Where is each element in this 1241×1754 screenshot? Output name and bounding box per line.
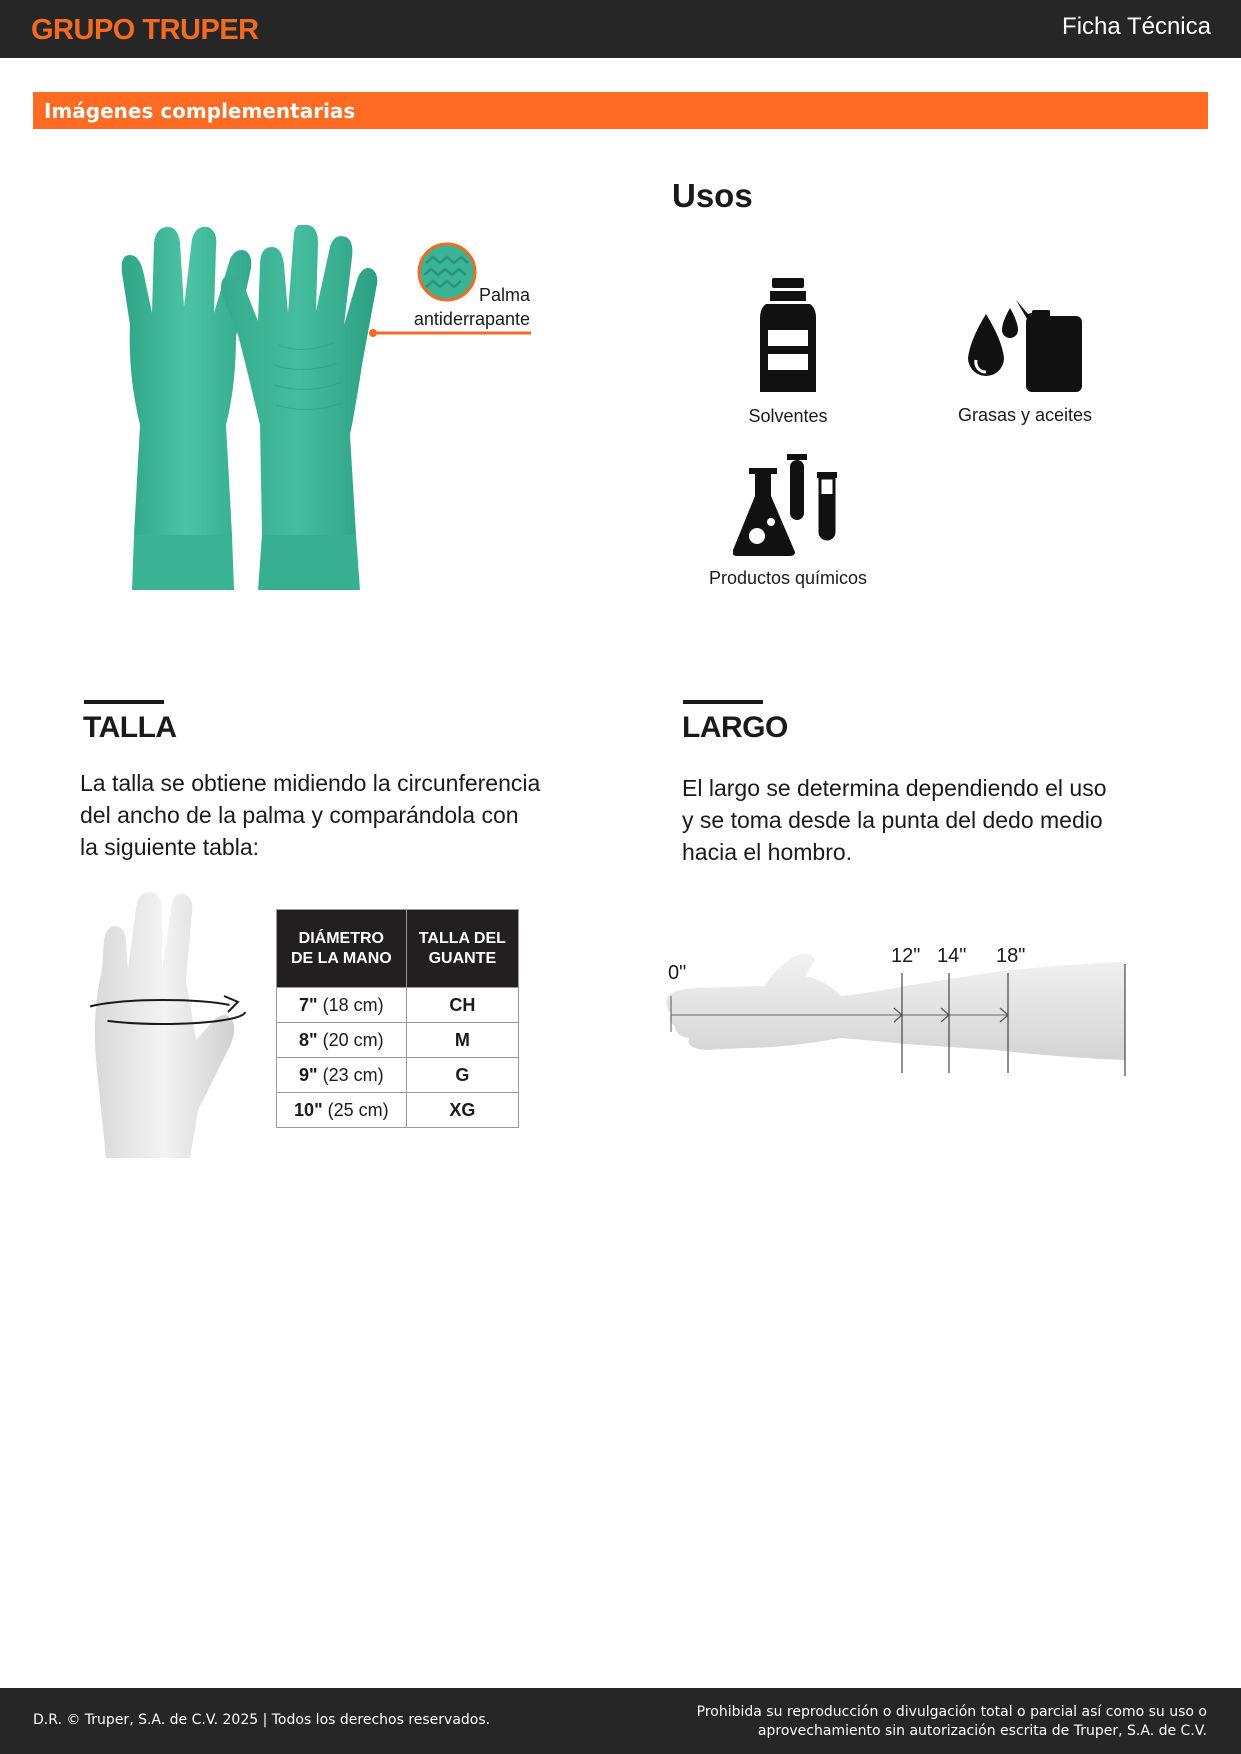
talla-rule <box>84 700 164 704</box>
hand-measure-image <box>78 890 258 1170</box>
table-cell-size: G <box>406 1058 518 1093</box>
length-mark-12: 12" <box>891 945 921 967</box>
table-cell-size: CH <box>406 988 518 1023</box>
size-table-header-size: TALLA DEL GUANTE <box>406 910 518 988</box>
page-header <box>0 0 1241 58</box>
section-title: Imágenes complementarias <box>44 99 356 123</box>
table-cell-diameter: 7" (18 cm) <box>277 988 407 1023</box>
table-row <box>277 1023 519 1058</box>
page-footer <box>0 1688 1241 1754</box>
length-mark-14: 14" <box>937 945 967 967</box>
table-cell-size: XG <box>406 1093 518 1128</box>
size-table <box>276 909 519 1128</box>
uso-grasas-aceites: Grasas y aceites <box>955 300 1095 426</box>
talla-description: La talla se obtiene midiendo la circunferencia del ancho de la palma y comparándola con la siguiente tabla: <box>80 770 541 860</box>
length-mark-18: 18" <box>996 945 1026 967</box>
document-type-label: Ficha Técnica <box>1062 13 1211 40</box>
table-row <box>277 1058 519 1093</box>
gloves-product-image <box>118 225 538 595</box>
length-mark-0: 0" <box>668 962 687 984</box>
oil-can-icon <box>964 300 1086 394</box>
largo-title: LARGO <box>682 711 788 744</box>
palm-callout-label: Palma antiderrapante <box>413 285 530 329</box>
usos-title: Usos <box>672 177 753 214</box>
bottle-icon <box>758 278 818 394</box>
table-cell-diameter: 9" (23 cm) <box>277 1058 407 1093</box>
uso-productos-quimicos: Productos químicos <box>708 454 868 589</box>
table-row <box>277 1093 519 1128</box>
table-cell-diameter: 10" (25 cm) <box>277 1093 407 1128</box>
footer-notice: Prohibida su reproducción o divulgación total o parcial así como su uso o aprovechamiento sin autorización escrita de Truper, S.A. de C.V. <box>696 1704 1207 1739</box>
footer-copyright: D.R. © Truper, S.A. de C.V. 2025 | Todos los derechos reservados. <box>33 1712 491 1728</box>
size-table-header-diameter: DIÁMETRO DE LA MANO <box>277 910 407 988</box>
table-cell-diameter: 8" (20 cm) <box>277 1023 407 1058</box>
talla-title: TALLA <box>83 711 177 744</box>
brand-logo: GRUPO TRUPER <box>31 14 259 46</box>
section-title-bar <box>33 92 1208 129</box>
table-cell-size: M <box>406 1023 518 1058</box>
lab-flask-icon <box>733 454 843 556</box>
uso-solventes: Solventes <box>728 278 848 427</box>
largo-rule <box>683 700 763 704</box>
table-row <box>277 988 519 1023</box>
largo-description: El largo se determina dependiendo el uso y se toma desde la punta del dedo medio hacia el hombro. <box>682 775 1107 865</box>
